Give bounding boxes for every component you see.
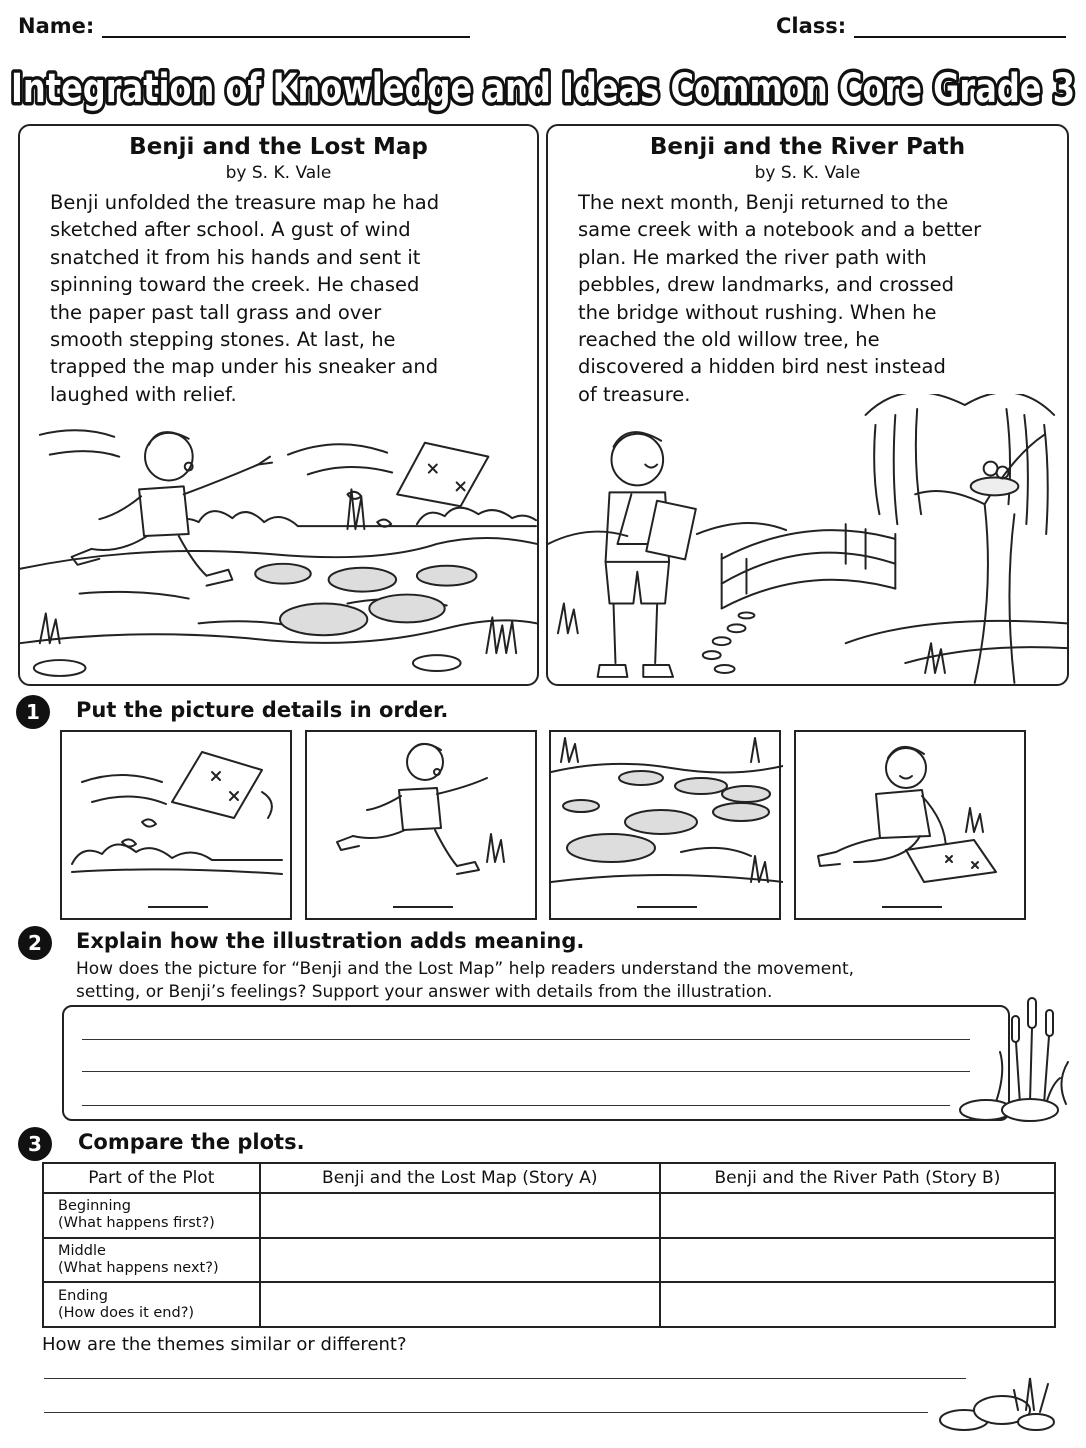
table-row [43, 1282, 1055, 1327]
benji-running-illustration [307, 732, 539, 922]
sequence-answer-blank[interactable] [393, 906, 453, 908]
themes-answer-line[interactable] [44, 1378, 966, 1379]
story-a-illustration [20, 394, 537, 684]
answer-line[interactable] [82, 1105, 950, 1106]
story-a-answer-cell[interactable] [260, 1238, 660, 1283]
story-a-line: the paper past tall grass and over [50, 300, 382, 324]
table-header: Benji and the River Path (Story B) [660, 1163, 1055, 1193]
story-a-line: Benji unfolded the treasure map he had [50, 191, 440, 214]
plot-part-cell [43, 1238, 260, 1283]
themes-question: How are the themes similar or different? [42, 1334, 407, 1355]
rocks-decoration [930, 1370, 1060, 1434]
table-header: Benji and the Lost Map (Story A) [260, 1163, 660, 1193]
sequence-card-running [305, 730, 537, 920]
story-b-answer-cell[interactable] [660, 1238, 1055, 1283]
plot-part-hint: (What happens next?) [58, 1260, 219, 1277]
question-3-heading: Compare the plots. [78, 1130, 305, 1154]
story-a-line: snatched it from his hands and sent it [50, 245, 421, 269]
story-a-line: spinning toward the creek. He chased [50, 273, 420, 297]
answer-line[interactable] [82, 1071, 970, 1072]
class-label: Class: [776, 14, 847, 38]
name-label: Name: [18, 14, 95, 38]
sequence-answer-blank[interactable] [148, 906, 208, 908]
plot-part: Beginning [58, 1198, 131, 1215]
question-2-heading: Explain how the illustration adds meaning. [76, 929, 585, 953]
story-b-answer-cell[interactable] [660, 1193, 1055, 1238]
sequence-card-stones [549, 730, 781, 920]
story-b-title: Benji and the River Path [649, 134, 966, 160]
map-in-wind-illustration [62, 732, 294, 922]
question-2-answer-box[interactable] [62, 1005, 1010, 1121]
class-blank[interactable] [854, 14, 1066, 38]
story-b-panel [546, 124, 1069, 686]
story-a-line: trapped the map under his sneaker and [50, 355, 439, 379]
story-a-answer-cell[interactable] [260, 1282, 660, 1327]
story-a-answer-cell[interactable] [260, 1193, 660, 1238]
name-field[interactable] [18, 14, 470, 38]
story-b-line: discovered a hidden bird nest instead [578, 355, 946, 379]
sequence-card-trapped-map [794, 730, 1026, 920]
story-b-line: plan. He marked the river path with [578, 245, 927, 269]
table-row [43, 1238, 1055, 1283]
page-title [0, 56, 1086, 118]
map-under-sneaker-illustration [796, 732, 1028, 922]
sequence-answer-blank[interactable] [637, 906, 697, 908]
plot-part-hint: (How does it end?) [58, 1304, 195, 1321]
question-2-prompt-line: How does the picture for “Benji and the Lost Map” help readers understand the movement, [76, 959, 855, 979]
story-a-text [50, 189, 537, 408]
story-b-answer-cell[interactable] [660, 1282, 1055, 1327]
question-2-prompt-line: setting, or Benji’s feelings? Support your answer with details from the illustration. [76, 982, 773, 1002]
story-b-line: of treasure. [578, 382, 691, 406]
story-a-panel [18, 124, 539, 686]
plot-part-hint: (What happens first?) [58, 1215, 215, 1232]
plot-part: Ending [58, 1287, 108, 1304]
story-a-title: Benji and the Lost Map [129, 134, 428, 160]
story-b-line: same creek with a notebook and a better [578, 218, 982, 242]
plot-part: Middle [58, 1243, 106, 1260]
page-title-text: Integration of Knowledge and Ideas Common Core Grade 3 [11, 66, 1075, 112]
story-b-illustration [548, 394, 1067, 684]
sequence-answer-blank[interactable] [882, 906, 942, 908]
question-3-number: 3 [18, 1127, 52, 1161]
question-1-heading: Put the picture details in order. [76, 698, 449, 722]
story-b-line: the bridge without rushing. When he [578, 300, 937, 324]
plot-comparison-table [42, 1162, 1056, 1328]
story-b-line: reached the old willow tree, he [578, 327, 880, 351]
table-row [43, 1193, 1055, 1238]
story-b-line: The next month, Benji returned to the [578, 191, 949, 214]
table-header: Part of the Plot [43, 1163, 260, 1193]
question-1-number: 1 [16, 695, 50, 729]
plot-part-cell [43, 1282, 260, 1327]
question-2-number: 2 [18, 926, 52, 960]
story-a-line: sketched after school. A gust of wind [50, 218, 411, 242]
stepping-stones-illustration [551, 732, 783, 922]
story-a-line: smooth stepping stones. At last, he [50, 327, 396, 351]
name-blank[interactable] [102, 14, 470, 38]
story-b-author: by S. K. Vale [754, 163, 861, 183]
sequence-card-map [60, 730, 292, 920]
story-a-author: by S. K. Vale [225, 163, 332, 183]
story-b-text [578, 189, 1067, 408]
class-field[interactable] [776, 14, 1066, 38]
themes-answer-line[interactable] [44, 1412, 928, 1413]
story-a-line: laughed with relief. [50, 382, 237, 406]
answer-line[interactable] [82, 1039, 970, 1040]
cattail-decoration [956, 992, 1076, 1124]
plot-part-cell [43, 1193, 260, 1238]
table-header-row [43, 1163, 1055, 1193]
story-b-line: pebbles, drew landmarks, and crossed [578, 273, 954, 297]
